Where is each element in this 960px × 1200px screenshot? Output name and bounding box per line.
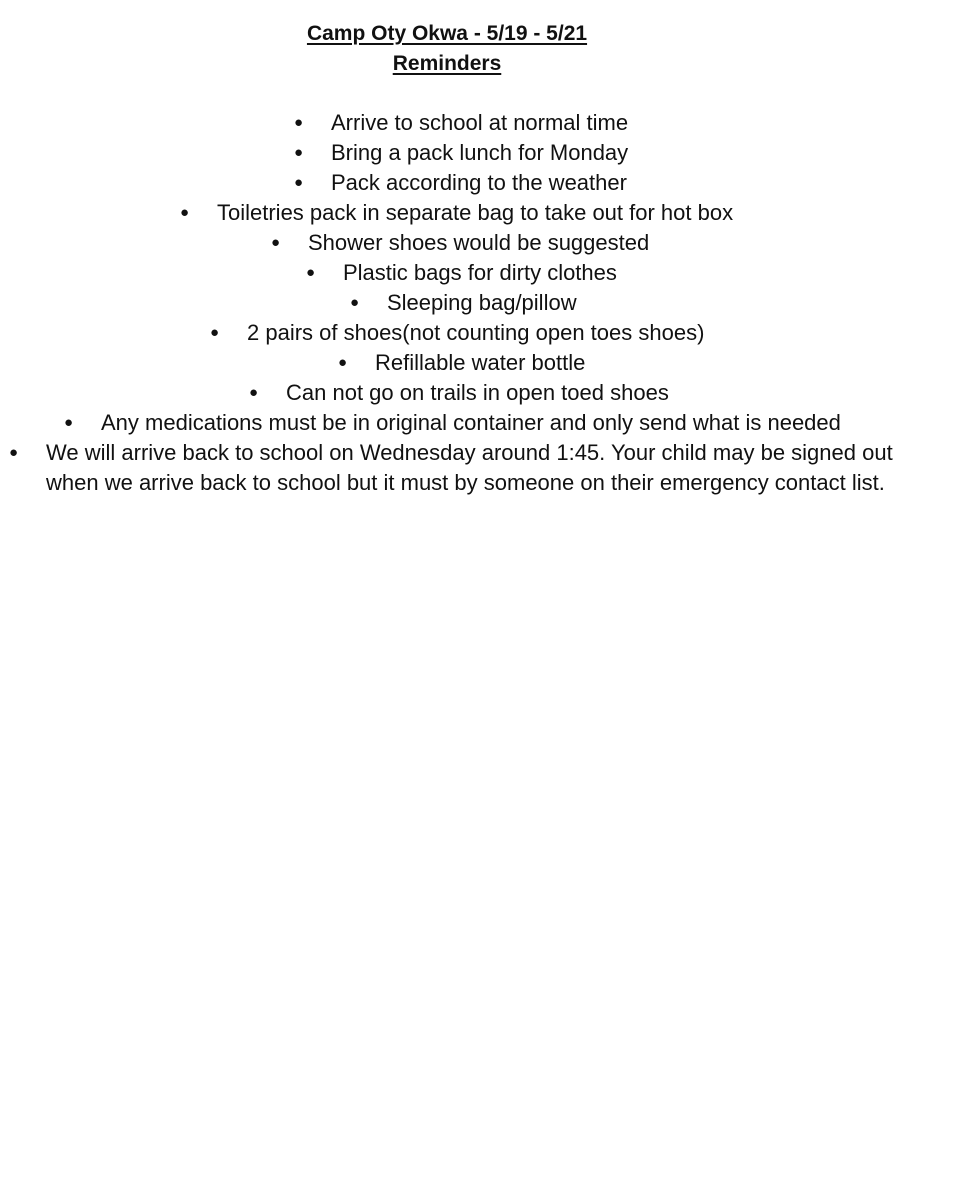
list-item [0,198,960,228]
page-subtitle: Reminders [392,52,502,75]
list-item-text: Shower shoes would be suggested [308,230,650,255]
list-item [0,258,960,288]
list-item-text: We will arrive back to school on Wednesday around 1:45. Your child may be signed out when we arrive back to school but it must by someone on their emergency contact list. [46,440,893,495]
bullet-icon: ● [9,444,19,461]
list-item-text: Plastic bags for dirty clothes [343,260,617,285]
title-block [0,19,894,79]
list-item-text: Any medications must be in original container and only send what is needed [101,410,841,435]
list-item-text: Arrive to school at normal time [331,110,629,135]
bullet-icon: ● [64,414,74,431]
reminders-list [0,108,960,498]
list-item [0,438,960,498]
list-item [0,318,960,348]
list-item [0,348,960,378]
list-item-text: Sleeping bag/pillow [387,290,577,315]
list-item [0,108,960,138]
bullet-icon: ● [249,384,259,401]
list-item-text: Can not go on trails in open toed shoes [286,380,669,405]
list-item [0,228,960,258]
list-item-text: Refillable water bottle [375,350,586,375]
page-title: Camp Oty Okwa - 5/19 - 5/21 [306,22,588,45]
bullet-icon: ● [210,324,220,341]
bullet-icon: ● [294,114,304,131]
bullet-icon: ● [294,144,304,161]
list-item-text: Bring a pack lunch for Monday [331,140,629,165]
bullet-icon: ● [180,204,190,221]
list-item [0,288,960,318]
list-item [0,408,960,438]
bullet-icon: ● [294,174,304,191]
list-item-text: Pack according to the weather [331,170,627,195]
list-item [0,138,960,168]
list-item [0,168,960,198]
list-item-text: 2 pairs of shoes(not counting open toes shoes) [247,320,705,345]
bullet-icon: ● [350,294,360,311]
bullet-icon: ● [271,234,281,251]
list-item [0,378,960,408]
list-item-text: Toiletries pack in separate bag to take out for hot box [217,200,734,225]
bullet-icon: ● [338,354,348,371]
bullet-icon: ● [306,264,316,281]
